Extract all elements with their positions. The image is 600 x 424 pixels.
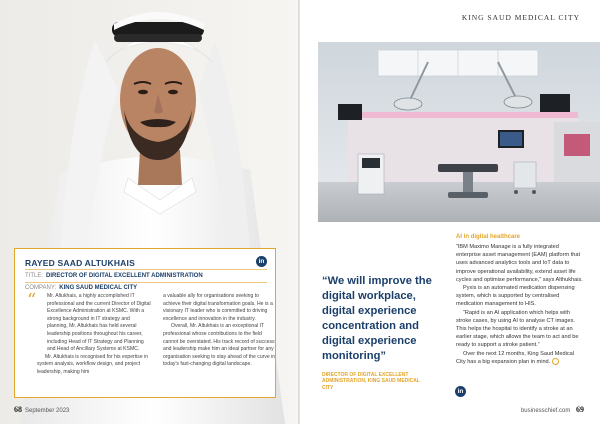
profile-title-row [25, 273, 203, 279]
card-divider [25, 269, 267, 270]
right-page [300, 0, 600, 424]
profile-title-value: DIRECTOR OF DIGITAL EXCELLENT ADMINISTRATION [46, 273, 203, 279]
linkedin-icon[interactable]: in [256, 256, 267, 267]
bio-paragraph: Overall, Mr. Altukhais is an exceptional IT professional whose contributions to the field cannot be overstated. His track record of success and leadership make him an ideal partner for any organisation seeking to stay ahead of the curve in today's fast-changing digital landscape. [163, 323, 276, 368]
body-paragraph: “IBM Maximo Manage is a fully integrated enterprise asset management (EAM) platform that uses advanced analytics tools and IoT data to improve operational availability, extend asset life cycles and optimise performance,” says Althukhais. [456, 244, 583, 283]
card-divider [25, 282, 267, 283]
article-body [456, 243, 584, 366]
left-folio [14, 405, 69, 414]
section-heading: AI in digital healthcare [456, 234, 521, 240]
right-folio [521, 405, 584, 414]
bio-paragraph: a valuable ally for organisations seeking to achieve their digital transformation goals. He is a visionary IT leader who is committed to driving excellence and innovation in the industry. [163, 293, 273, 322]
pull-quote: “We will improve the digital workplace, digital experience concentration and digital experience monitoring” [322, 275, 432, 362]
body-paragraph: Pyxis is an automated medication dispensing system, which is supported by centralised medication management to HIS. [456, 285, 575, 308]
bio-paragraph: Mr. Altukhais, a highly accomplished IT professional and the current Director of Digital Excellence Administration at KSMC. With a strong background in IT strategy and planning, Mr. Altukhais has held several leadership positions throughout his career, including Head of IT Strategy and Planning and Head of Ancillary Systems at KSMC. [47, 293, 151, 353]
quote-mark-icon: “ [27, 290, 37, 311]
bio-paragraph: Mr. Altukhais is recognised for his expertise in system analysis, workflow design, and project leadership, making him [37, 353, 149, 375]
profile-company-row [25, 285, 137, 291]
profile-name: RAYED SAAD ALTUKHAIS [25, 258, 135, 268]
page-number: 69 [576, 405, 584, 414]
page-number: 68 [14, 405, 22, 414]
profile-bio-column-2 [163, 293, 277, 369]
profile-card [14, 248, 276, 398]
end-of-article-icon [552, 358, 559, 365]
profile-company-label: COMPANY: [25, 285, 57, 291]
profile-bio-column-1 [37, 293, 151, 377]
publication-url: businesschief.com [520, 408, 571, 414]
linkedin-icon[interactable]: in [455, 386, 466, 397]
body-paragraph: Over the next 12 months, King Saud Medical City has a big expansion plan in mind. [456, 350, 575, 365]
operating-room-photo [318, 42, 600, 222]
profile-company-value: KING SAUD MEDICAL CITY [59, 285, 138, 291]
running-head: KING SAUD MEDICAL CITY [461, 13, 580, 22]
issue-date: September 2023 [25, 408, 70, 414]
profile-title-label: TITLE: [25, 273, 44, 279]
pull-quote-attribution: DIRECTOR OF DIGITAL EXCELLENT ADMINISTRATION, KING SAUD MEDICAL CITY [322, 372, 420, 391]
body-paragraph: “Rapid is an AI application which helps with stroke cases, by using AI to analyse CT images. This helps the hospital to identify a stroke at an earlier stage, which allows the team to act and be ready to support a stroke patient.” [456, 309, 579, 349]
